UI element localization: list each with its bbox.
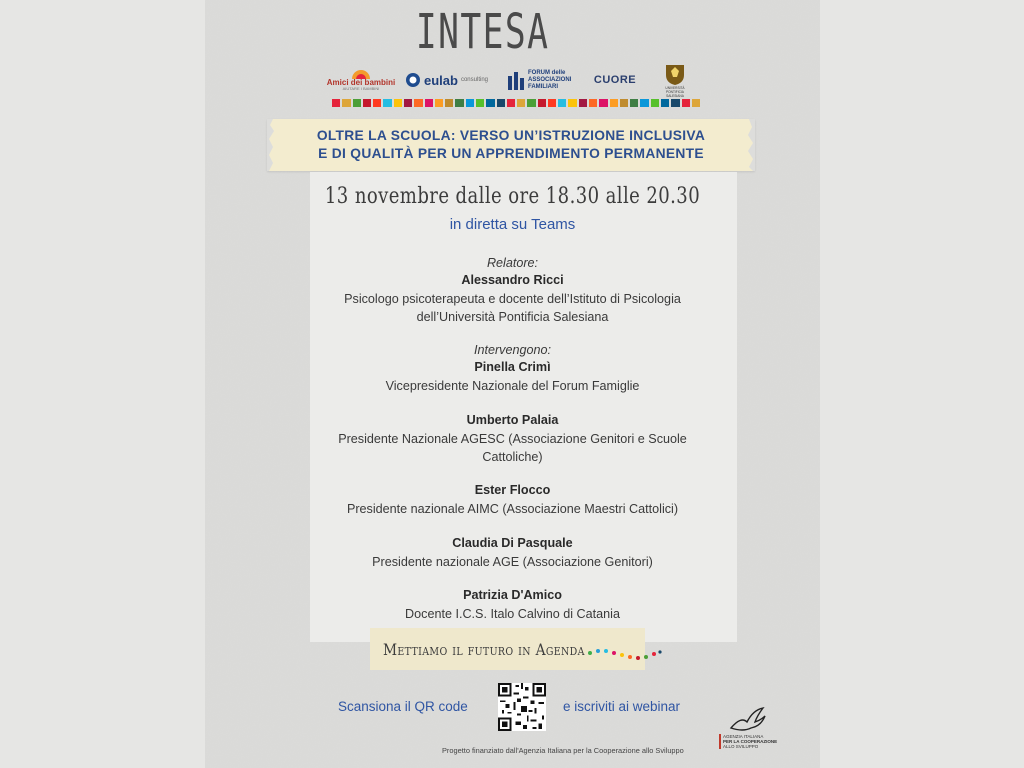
colored-dots-decoration [587, 644, 663, 664]
university-line3: SALESIANA [666, 94, 684, 98]
participant-desc: Vicepresidente Nazionale del Forum Famiglie [385, 379, 640, 393]
qr-code[interactable] [498, 683, 546, 731]
register-webinar-text: e iscriviti ai webinar [563, 699, 681, 714]
dove-icon [727, 706, 767, 734]
forum-line2: ASSOCIAZIONI [528, 76, 572, 83]
sdg-color-square [599, 99, 607, 107]
sdg-color-square [692, 99, 700, 107]
event-platform: in diretta su Teams [449, 216, 576, 233]
sdg-color-square [404, 99, 412, 107]
speaker-desc-line1: Psicologo psicoterapeuta e docente dell’Istituto di Psicologia [344, 292, 681, 306]
participant-name: Patrizia D'Amico [463, 588, 562, 602]
sdg-color-square [630, 99, 638, 107]
participant-desc: Presidente nazionale AIMC (Associazione Maestri Cattolici) [346, 502, 679, 516]
aics-line3: ALLO SVILUPPO [723, 744, 759, 749]
sdg-color-square [579, 99, 587, 107]
participant-name: Ester Flocco [474, 483, 551, 497]
sdg-color-square [466, 99, 474, 107]
sdg-color-square [486, 99, 494, 107]
logo-amici-dei-bambini [326, 62, 396, 98]
speaker-role: Relatore: [486, 256, 539, 270]
amici-sub: AIUTARE I BAMBINI [342, 86, 380, 91]
forum-text [528, 70, 571, 91]
event-title-line1: OLTRE LA SCUOLA: VERSO UN’ISTRUZIONE INCLUSIVA [316, 128, 706, 143]
participant-name: Pinella Crimì [474, 360, 551, 374]
sdg-color-square [558, 99, 566, 107]
logo-universita-salesiana [657, 62, 693, 98]
university-line1: UNIVERSITÀ [665, 86, 685, 90]
sdg-color-square [455, 99, 463, 107]
aics-line1: AGENZIA ITALIANA [723, 734, 764, 739]
sdg-color-square [425, 99, 433, 107]
sdg-color-square [476, 99, 484, 107]
logo-eulab [405, 62, 495, 98]
logo-forum-associazioni [507, 62, 575, 98]
sdg-color-square [383, 99, 391, 107]
sdg-color-square [342, 99, 350, 107]
sdg-color-square [651, 99, 659, 107]
sdg-color-square [610, 99, 618, 107]
sdg-color-square [394, 99, 402, 107]
sdg-color-square [548, 99, 556, 107]
participant-name: Claudia Di Pasquale [452, 536, 573, 550]
eulab-icon [405, 72, 421, 88]
logo-aics [717, 706, 779, 758]
eulab-sub: consulting [460, 77, 488, 83]
event-poster [205, 0, 820, 768]
scan-qr-text: Scansiona il QR code [338, 699, 468, 714]
participant-desc: Docente I.C.S. Italo Calvino di Catania [405, 607, 620, 621]
forum-line1: FORUM delle [528, 69, 566, 76]
eulab-name: eulab [424, 72, 458, 88]
forum-line3: FAMILIARI [528, 83, 558, 90]
event-title [267, 119, 755, 171]
aics-text [719, 734, 779, 749]
sdg-color-square [332, 99, 340, 107]
crest-icon [664, 62, 686, 86]
event-date: 13 novembre dalle ore 18.30 alle 20.30 [324, 184, 701, 209]
family-icon [507, 70, 525, 90]
title-text: INTESA [415, 4, 550, 60]
sdg-color-square [640, 99, 648, 107]
sdg-color-square [682, 99, 690, 107]
qr-code-image [498, 683, 546, 731]
sdg-color-square [353, 99, 361, 107]
speaker-name: Alessandro Ricci [461, 273, 564, 287]
speaker-desc-line2: dell’Università Pontificia Salesiana [416, 310, 609, 324]
sdg-color-square [435, 99, 443, 107]
sdg-color-square [671, 99, 679, 107]
sdg-color-square [517, 99, 525, 107]
participants-role: Intervengono: [473, 343, 552, 357]
sdg-color-square [568, 99, 576, 107]
university-line2: PONTIFICIA [666, 90, 684, 94]
sdg-color-square [527, 99, 535, 107]
aics-line2: PER LA COOPERAZIONE [723, 739, 778, 744]
participant-name: Umberto Palaia [466, 413, 559, 427]
content-panel [310, 172, 737, 642]
logo-cuore [593, 62, 637, 98]
event-title-line2: E DI QUALITÀ PER UN APPRENDIMENTO PERMANENTE [318, 146, 704, 161]
sdg-color-square [414, 99, 422, 107]
sdg-color-strip [332, 99, 700, 107]
cuore-name: CUORE [593, 73, 637, 86]
sdg-color-square [538, 99, 546, 107]
sdg-color-square [373, 99, 381, 107]
sdg-color-square [507, 99, 515, 107]
participant-desc: Presidente nazionale AGE (Associazione Genitori) [372, 555, 653, 569]
motto-text: Mettiamo il futuro in Agenda [383, 640, 585, 659]
sdg-color-square [661, 99, 669, 107]
sdg-color-square [589, 99, 597, 107]
title-tape [267, 119, 755, 171]
funding-note: Progetto finanziato dall'Agenzia Italiana per la Cooperazione allo Sviluppo [442, 746, 684, 755]
participant-desc: Presidente Nazionale AGESC (Associazione Genitori e Scuole [338, 432, 687, 446]
sdg-color-square [445, 99, 453, 107]
sdg-color-square [620, 99, 628, 107]
amici-name: Amici dei bambini [326, 78, 396, 87]
participant-desc: Cattoliche) [482, 450, 543, 464]
sdg-color-square [363, 99, 371, 107]
sdg-color-square [497, 99, 505, 107]
